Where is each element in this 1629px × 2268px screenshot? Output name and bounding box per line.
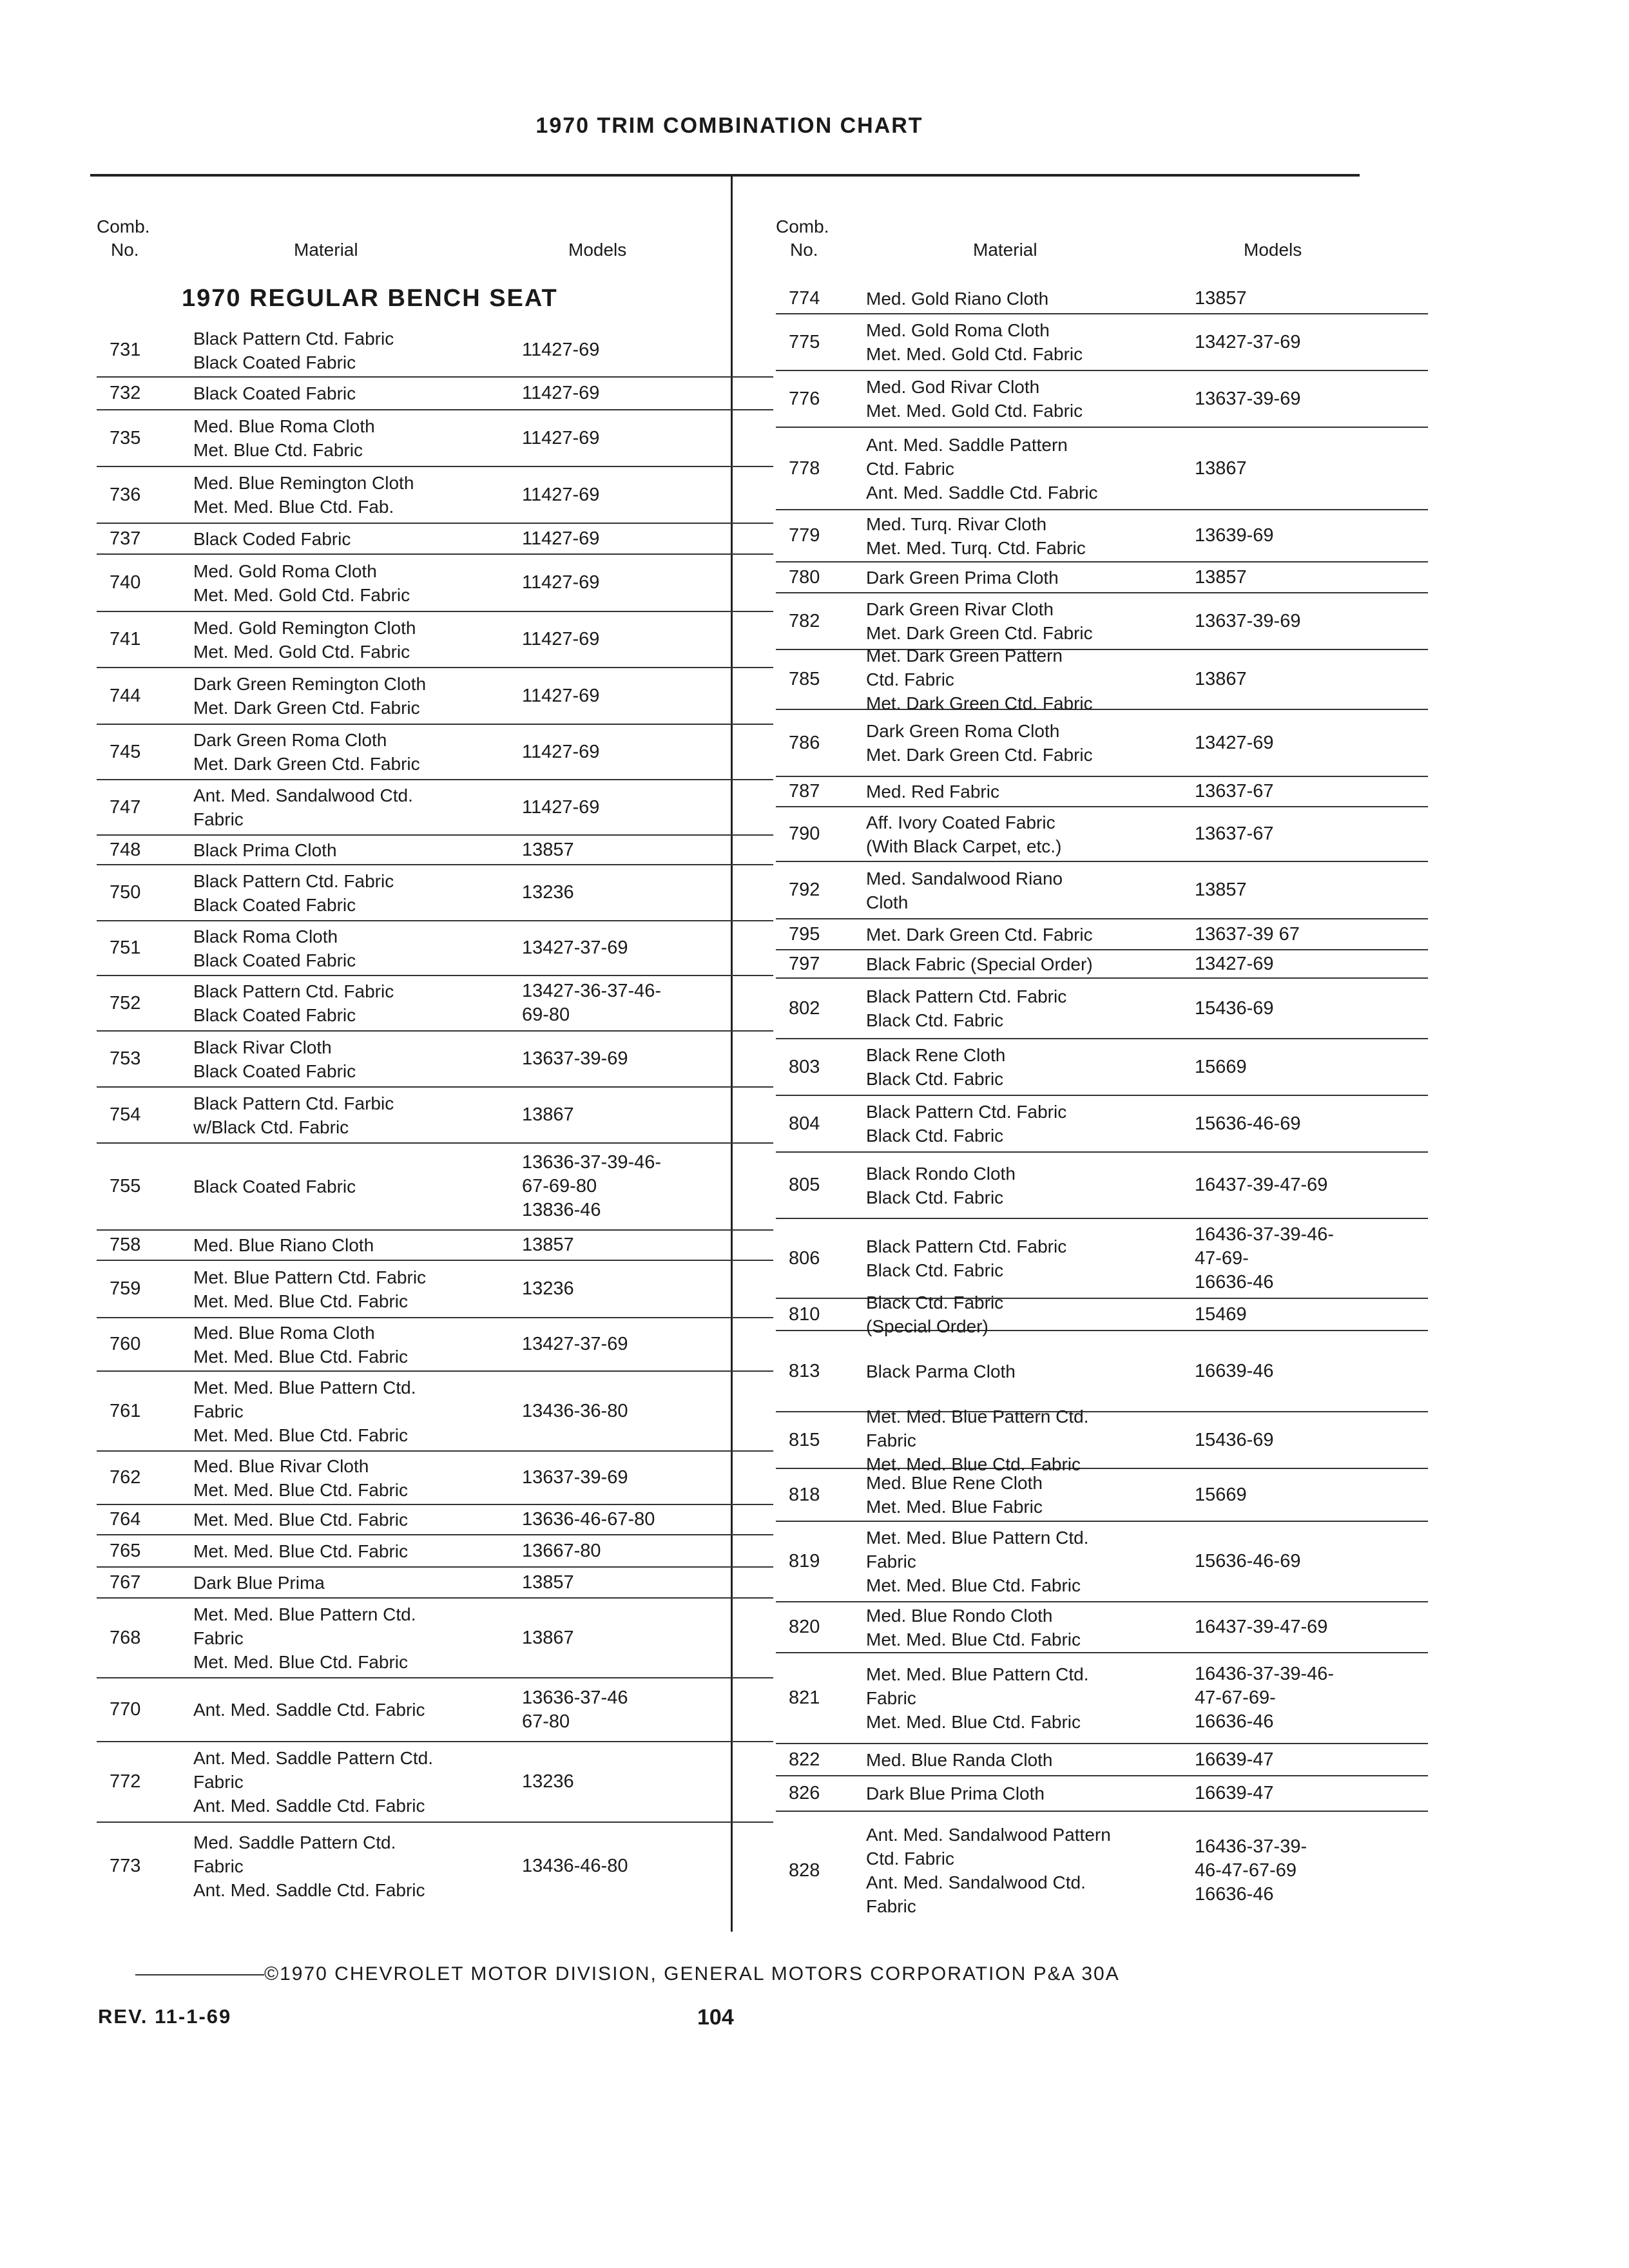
left-row-765 [97,1535,773,1568]
material-cell: Med. Blue Randa Cloth [866,1749,1053,1770]
left-row-753 [97,1032,773,1088]
material-cell: Dark Green Roma Cloth Met. Dark Green Ctd. Fabric [193,730,420,774]
right-row-802 [776,979,1428,1039]
right-row-776 [776,371,1428,428]
material-cell: Black Pattern Ctd. Fabric Black Ctd. Fabric [866,986,1067,1030]
comb-number: 758 [110,1235,141,1255]
page-number: 104 [697,2005,734,2030]
material-cell: Black Rondo Cloth Black Ctd. Fabric [866,1163,1016,1207]
models-cell: 13436-46-80 [522,1856,628,1876]
left-row-741 [97,612,773,668]
right-row-803 [776,1039,1428,1096]
models-cell: 11427-69 [522,629,600,649]
material-cell: Dark Green Remington Cloth Met. Dark Green Ctd. Fabric [193,674,427,718]
material-cell: Med. Blue Rivar Cloth Met. Med. Blue Ctd. Fabric [193,1456,409,1500]
models-cell: 15636-46-69 [1195,1113,1301,1134]
right-row-822 [776,1744,1428,1776]
material-cell: Met. Med. Blue Pattern Ctd. Fabric Met. Med. Blue Ctd. Fabric [866,1406,1089,1474]
comb-number: 806 [789,1247,820,1269]
comb-number: 805 [789,1175,820,1195]
models-cell: 11427-69 [522,796,600,818]
material-cell: Met. Med. Blue Pattern Ctd. Fabric Met. Med. Blue Ctd. Fabric [866,1664,1089,1732]
models-cell: 11427-69 [522,528,600,549]
comb-number: 748 [110,839,141,860]
models-cell: 11427-69 [522,383,600,403]
right-row-819 [776,1522,1428,1602]
comb-number: 740 [110,572,141,593]
comb-number: 745 [110,741,141,762]
comb-number: 774 [789,287,820,309]
left-row-767 [97,1568,773,1599]
comb-number: 790 [789,823,820,844]
right-row-790 [776,807,1428,862]
models-cell: 16436-37-39-46- 47-67-69- 16636-46 [1195,1664,1335,1732]
material-cell: Med. Sandalwood Riano Cloth [866,868,1063,912]
right-row-785 [776,646,1428,713]
material-cell: Black Ctd. Fabric (Special Order) [866,1293,1004,1336]
models-cell: 13436-36-80 [522,1400,628,1421]
models-cell: 13427-69 [1195,732,1274,753]
models-cell: 13427-36-37-46- 69-80 [522,981,662,1025]
material-cell: Met. Dark Green Ctd. Fabric [866,924,1093,945]
comb-number: 792 [789,879,820,900]
comb-number: 759 [110,1278,141,1299]
right-row-786 [776,710,1428,777]
models-cell: 13637-39-69 [1195,388,1301,409]
right-row-810 [776,1293,1428,1336]
material-cell: Black Pattern Ctd. Fabric Black Ctd. Fabric [866,1236,1067,1280]
material-cell: Dark Green Rivar Cloth Met. Dark Green Ctd. Fabric [866,599,1093,643]
left-row-752 [97,976,773,1032]
models-cell: 13637-67 [1195,823,1274,844]
right-row-778 [776,428,1428,510]
models-cell: 13427-37-69 [522,1334,628,1354]
left-row-732 [97,378,773,410]
models-cell: 13867 [522,1104,574,1125]
left-row-747 [97,780,773,836]
right-row-804 [776,1096,1428,1153]
left-header-material: Material [294,240,358,260]
right-row-806 [776,1219,1428,1299]
comb-number: 821 [789,1687,820,1708]
material-cell: Black Fabric (Special Order) [866,954,1093,974]
page-title: 1970 TRIM COMBINATION CHART [535,113,923,138]
comb-number: 828 [789,1860,820,1881]
material-cell: Black Rene Cloth Black Ctd. Fabric [866,1045,1006,1089]
revision-date: REV. 11-1-69 [98,2005,232,2028]
material-cell: Aff. Ivory Coated Fabric (With Black Carpet, etc.) [866,812,1062,856]
models-cell: 16639-46 [1195,1360,1274,1381]
left-row-735 [97,410,773,467]
left-row-750 [97,865,773,921]
comb-number: 761 [110,1400,141,1421]
comb-number: 803 [789,1056,820,1077]
left-row-731 [97,324,773,378]
comb-number: 735 [110,427,141,448]
comb-number: 747 [110,796,141,818]
material-cell: Black Prima Cloth [193,840,337,860]
models-cell: 16436-37-39- 46-47-67-69 16636-46 [1195,1836,1307,1905]
left-header-comb: Comb. [97,216,150,236]
comb-number: 741 [110,629,141,649]
material-cell: Ant. Med. Sandalwood Pattern Ctd. Fabric Ant. Med. Sandalwood Ctd. Fabric [866,1825,1111,1916]
models-cell: 13637-39-69 [1195,610,1301,631]
right-row-797 [776,950,1428,979]
left-row-762 [97,1452,773,1505]
models-cell: 15669 [1195,1056,1247,1077]
material-cell: Met. Med. Blue Pattern Ctd. Fabric Met. Med. Blue Ctd. Fabric [866,1528,1089,1595]
material-cell: Dark Green Roma Cloth Met. Dark Green Ctd. Fabric [866,721,1093,765]
models-cell: 13636-37-39-46- 67-69-80 13836-46 [522,1152,662,1220]
models-cell: 13637-39 67 [1195,923,1300,945]
left-row-748 [97,836,773,865]
models-cell: 15436-69 [1195,997,1274,1019]
material-cell: Med. Gold Roma Cloth Met. Med. Gold Ctd. Fabric [193,561,410,605]
material-cell: Met. Med. Blue Pattern Ctd. Fabric Met. Med. Blue Ctd. Fabric [193,1377,416,1445]
models-cell: 13236 [522,882,574,903]
material-cell: Black Roma Cloth Black Coated Fabric [193,926,356,970]
comb-number: 787 [789,781,820,802]
models-cell: 13667-80 [522,1540,601,1561]
comb-number: 765 [110,1540,141,1561]
material-cell: Ant. Med. Saddle Pattern Ctd. Fabric Ant. Med. Saddle Ctd. Fabric [866,434,1098,503]
right-row-826 [776,1776,1428,1812]
right-row-818 [776,1469,1428,1522]
models-cell: 13857 [522,839,574,860]
comb-number: 755 [110,1176,141,1196]
comb-number: 764 [110,1509,141,1530]
material-cell: Med. Red Fabric [866,782,999,802]
models-cell: 11427-69 [522,685,600,706]
left-header-no: No. [111,240,139,260]
models-cell: 13639-69 [1195,525,1274,546]
material-cell: Black Coated Fabric [193,1177,356,1196]
material-cell: Met. Dark Green Pattern Ctd. Fabric Met. Dark Green Ctd. Fabric [866,646,1093,713]
right-header-models: Models [1244,240,1302,260]
right-row-815 [776,1406,1428,1474]
comb-number: 750 [110,882,141,903]
comb-number: 822 [789,1749,820,1770]
right-row-820 [776,1602,1428,1653]
material-cell: Met. Blue Pattern Ctd. Fabric Met. Med. Blue Ctd. Fabric [193,1267,427,1311]
models-cell: 15636-46-69 [1195,1551,1301,1571]
models-cell: 16437-39-47-69 [1195,1617,1328,1637]
left-row-772 [97,1742,773,1823]
left-row-764 [97,1505,773,1535]
comb-number: 813 [789,1360,820,1381]
left-row-759 [97,1261,773,1318]
material-cell: Black Pattern Ctd. Fabric Black Coated Fabric [193,328,394,372]
models-cell: 13636-37-46 67-80 [522,1687,628,1732]
left-row-744 [97,668,773,725]
models-cell: 11427-69 [522,427,600,448]
material-cell: Black Pattern Ctd. Farbic w/Black Ctd. Fabric [193,1093,394,1137]
comb-number: 775 [789,331,820,352]
comb-number: 732 [110,383,141,403]
comb-number: 744 [110,685,141,706]
material-cell: Black Coated Fabric [193,383,356,403]
models-cell: 13236 [522,1771,574,1792]
material-cell: Med. Saddle Pattern Ctd. Fabric Ant. Med. Saddle Ctd. Fabric [193,1832,425,1900]
right-row-782 [776,593,1428,650]
material-cell: Black Coded Fabric [193,528,351,549]
material-cell: Ant. Med. Sandalwood Ctd. Fabric [193,785,413,829]
comb-number: 767 [110,1571,141,1593]
right-row-821 [776,1653,1428,1744]
left-row-751 [97,921,773,976]
material-cell: Black Pattern Ctd. Fabric Black Coated Fabric [193,870,394,915]
right-header-material: Material [973,240,1037,260]
left-row-737 [97,524,773,555]
models-cell: 16639-47 [1195,1783,1274,1803]
material-cell: Med. Gold Roma Cloth Met. Med. Gold Ctd. Fabric [866,320,1083,364]
right-row-828 [776,1812,1428,1929]
models-cell: 13857 [1195,879,1247,900]
right-row-780 [776,562,1428,593]
section-title: 1970 REGULAR BENCH SEAT [182,285,558,312]
comb-number: 760 [110,1334,141,1354]
right-row-795 [776,919,1428,950]
comb-number: 772 [110,1771,141,1792]
models-cell: 13857 [1195,566,1247,588]
comb-number: 795 [789,923,820,945]
comb-number: 737 [110,528,141,549]
footer-text: ©1970 CHEVROLET MOTOR DIVISION, GENERAL MOTORS CORPORATION P&A 30A [264,1963,1120,1984]
models-cell: 16437-39-47-69 [1195,1175,1328,1195]
material-cell: Med. Turq. Rivar Cloth Met. Med. Turq. Ctd. Fabric [866,514,1086,558]
comb-number: 731 [110,340,141,360]
models-cell: 13867 [522,1627,574,1648]
top-rule [90,174,1360,177]
comb-number: 778 [789,457,820,479]
left-row-770 [97,1678,773,1742]
left-row-736 [97,467,773,524]
material-cell: Black Pattern Ctd. Fabric Black Ctd. Fabric [866,1102,1067,1146]
comb-number: 752 [110,992,141,1014]
comb-number: 786 [789,732,820,753]
comb-number: 779 [789,525,820,546]
left-row-755 [97,1144,773,1231]
models-cell: 15469 [1195,1303,1247,1325]
material-cell: Med. Blue Riano Cloth [193,1235,374,1255]
right-row-779 [776,510,1428,562]
models-cell: 13857 [522,1235,574,1255]
comb-number: 736 [110,484,141,505]
comb-number: 782 [789,610,820,631]
models-cell: 15669 [1195,1484,1247,1505]
left-row-761 [97,1372,773,1452]
material-cell: Ant. Med. Saddle Ctd. Fabric [193,1700,425,1720]
models-cell: 13637-67 [1195,781,1274,802]
comb-number: 762 [110,1467,141,1488]
comb-number: 754 [110,1104,141,1125]
models-cell: 11427-69 [522,741,600,762]
comb-number: 802 [789,997,820,1019]
material-cell: Dark Blue Prima [193,1572,325,1593]
right-row-787 [776,777,1428,807]
right-row-774 [776,284,1428,314]
models-cell: 11427-69 [522,572,600,593]
models-cell: 13636-46-67-80 [522,1509,655,1530]
material-cell: Dark Green Prima Cloth [866,567,1059,588]
material-cell: Black Parma Cloth [866,1361,1016,1381]
models-cell: 13637-39-69 [522,1467,628,1488]
material-cell: Met. Med. Blue Ctd. Fabric [193,1541,409,1561]
right-header-no: No. [790,240,818,260]
material-cell: Med. Blue Remington Cloth Met. Med. Blue Ctd. Fab. [193,473,414,517]
models-cell: 11427-69 [522,340,600,360]
left-row-745 [97,725,773,780]
models-cell: 11427-69 [522,484,600,505]
comb-number: 818 [789,1484,820,1505]
left-row-773 [97,1823,773,1910]
copyright-footer [135,1963,1353,1985]
material-cell: Med. Blue Rondo Cloth Met. Med. Blue Ctd. Fabric [866,1605,1081,1649]
material-cell: Med. God Rivar Cloth Met. Med. Gold Ctd. Fabric [866,377,1083,421]
comb-number: 797 [789,953,820,974]
comb-number: 819 [789,1551,820,1571]
models-cell: 16639-47 [1195,1749,1274,1770]
right-row-792 [776,862,1428,919]
models-cell: 13427-37-69 [522,937,628,958]
left-row-740 [97,555,773,612]
comb-number: 751 [110,937,141,958]
comb-number: 820 [789,1617,820,1637]
comb-number: 768 [110,1627,141,1648]
comb-number: 785 [789,669,820,689]
material-cell: Black Rivar Cloth Black Coated Fabric [193,1037,356,1081]
models-cell: 16436-37-39-46- 47-69- 16636-46 [1195,1224,1335,1293]
left-row-758 [97,1231,773,1261]
material-cell: Black Pattern Ctd. Fabric Black Coated Fabric [193,981,394,1025]
comb-number: 815 [789,1429,820,1450]
comb-number: 826 [789,1783,820,1803]
material-cell: Med. Blue Roma Cloth Met. Med. Blue Ctd. Fabric [193,1322,409,1367]
material-cell: Med. Blue Roma Cloth Met. Blue Ctd. Fabric [193,416,375,460]
material-cell: Ant. Med. Saddle Pattern Ctd. Fabric Ant. Med. Saddle Ctd. Fabric [193,1748,433,1816]
right-row-805 [776,1153,1428,1219]
left-header-models: Models [568,240,627,260]
models-cell: 13867 [1195,669,1247,689]
left-row-760 [97,1318,773,1372]
right-row-813 [776,1331,1428,1412]
models-cell: 13427-37-69 [1195,331,1301,352]
footer-dash [135,1974,264,1975]
material-cell: Med. Gold Riano Cloth [866,288,1049,309]
comb-number: 773 [110,1856,141,1876]
comb-number: 810 [789,1303,820,1325]
models-cell: 13867 [1195,457,1247,479]
right-header-comb: Comb. [776,216,829,236]
material-cell: Met. Med. Blue Ctd. Fabric [193,1510,409,1530]
material-cell: Med. Blue Rene Cloth Met. Med. Blue Fabric [866,1473,1043,1517]
comb-number: 780 [789,566,820,588]
right-row-775 [776,314,1428,371]
models-cell: 13427-69 [1195,953,1274,974]
comb-number: 770 [110,1699,141,1720]
material-cell: Med. Gold Remington Cloth Met. Med. Gold Ctd. Fabric [193,617,416,662]
models-cell: 13236 [522,1278,574,1299]
models-cell: 13637-39-69 [522,1048,628,1069]
models-cell: 13857 [1195,287,1247,309]
comb-number: 776 [789,388,820,409]
comb-number: 753 [110,1048,141,1069]
left-row-768 [97,1599,773,1678]
comb-number: 804 [789,1113,820,1134]
material-cell: Dark Blue Prima Cloth [866,1783,1045,1803]
models-cell: 13857 [522,1571,574,1593]
material-cell: Met. Med. Blue Pattern Ctd. Fabric Met. Med. Blue Ctd. Fabric [193,1604,416,1672]
left-row-754 [97,1088,773,1144]
models-cell: 15436-69 [1195,1429,1274,1450]
